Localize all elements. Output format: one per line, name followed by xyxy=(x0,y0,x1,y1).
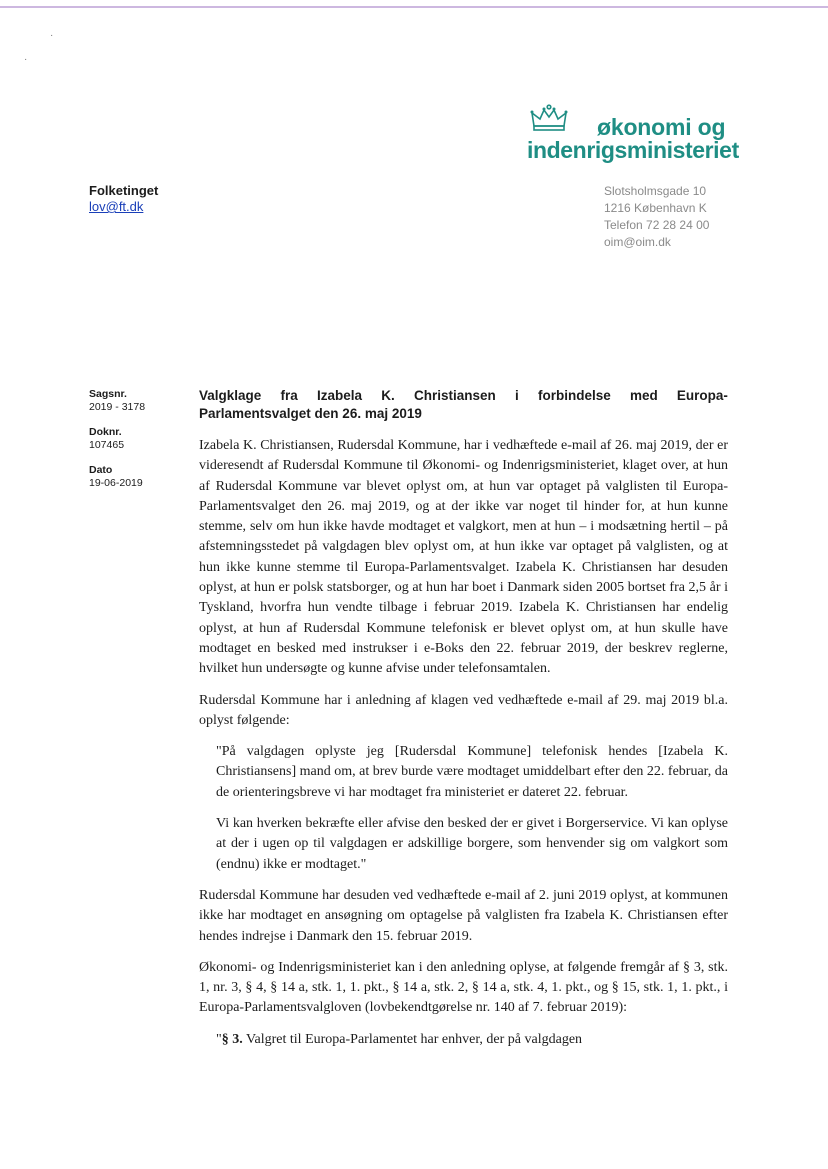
doknr-value: 107465 xyxy=(89,439,125,451)
dato-value: 19-06-2019 xyxy=(89,477,143,489)
body-paragraph-1: Izabela K. Christiansen, Rudersdal Kommune, har i vedhæftede e-mail af 26. maj 2019, der er videresendt af Rudersdal Kommune til Økonomi- og Indenrigsministeriet, klaget over, at hun af Rudersdal Kommune var blevet oplyst om, at hun var optaget på valglisten til Europa-Parlamentsvalget den 26. maj 2019, og at der ikke var noget til hinder for, at hun kunne stemme, selv om hun ikke havde modtaget et valgkort, men at hun – i modsætning hertil – på afstemningsstedet på valgdagen blev oplyst om, at hun ikke var optaget på valglisten, og at hun ikke kunne stemme til Europa-Parlamentsvalget. Izabela K. Christiansen har desuden oplyst, at hun er polsk statsborger, og at hun har boet i Danmark siden 2005 bortset fra 2,5 år i Tyskland, hvorfra hun vendte tilbage i februar 2019. Izabela K. Christiansen har endelig oplyst, at hun af Rudersdal Kommune telefonisk er blevet oplyst om, at hun skulle have modtaget en besked med instrukser i e-Boks den 22. februar 2019, der beskrev reglerne, hvilket hun undersøgte og kunne afvise under telefonsamtalen. xyxy=(199,438,728,677)
subject-word: i xyxy=(514,388,519,403)
crown-icon xyxy=(529,104,569,134)
law-open-quote: " xyxy=(216,1031,222,1047)
quote-paragraph-2: Vi kan hverken bekræfte eller afvise den besked der er givet i Borgerservice. Vi kan oplyse at der i ugen op til valgdagen er adskillige borgere, som henvender sig om valgkort som (endnu) ikke er modtaget." xyxy=(216,816,728,872)
recipient-name: Folketinget xyxy=(89,183,159,198)
subject-word: med xyxy=(629,388,658,403)
subject-word: forbindelse xyxy=(537,388,611,403)
case-metadata xyxy=(89,388,145,502)
quote-paragraph-1: "På valgdagen oplyste jeg [Rudersdal Kommune] telefonisk hendes [Izabela K. Christiansens] mand om, at brev burde være modtaget umiddelbart efter den 22. februar, da de orienteringsbreve vi har modtaget fra ministeriet er dateret 22. februar. xyxy=(216,744,728,800)
dato-label: Dato xyxy=(89,464,113,476)
law-text: Valgret til Europa-Parlamentet har enhver, der på valgdagen xyxy=(242,1031,583,1047)
body-paragraph-2: Rudersdal Kommune har i anledning af klagen ved vedhæftede e-mail af 29. maj 2019 bl.a. oplyst følgende: xyxy=(199,692,728,728)
sender-city: 1216 København K xyxy=(604,201,707,215)
subject-word: Christiansen xyxy=(413,388,496,403)
body-paragraph-4: Økonomi- og Indenrigsministeriet kan i den anledning oplyse, at følgende fremgår af § 3, stk. 1, nr. 3, § 4, § 14 a, stk. 1, 1. pkt., § 14 a, stk. 2, § 14 a, stk. 4, 1. pkt., og § 15, stk. 1, 1. pkt., i Europa-Parlamentsvalgloven (lovbekendtgørelse nr. 140 af 7. februar 2019): xyxy=(199,959,728,1016)
sender-street: Slotsholmsgade 10 xyxy=(604,184,707,198)
subject-word: K. xyxy=(381,388,395,403)
letter-body xyxy=(199,436,728,1061)
doknr-label: Doknr. xyxy=(89,426,122,438)
subject-word: Izabela xyxy=(317,388,363,403)
sender-email: oim@oim.dk xyxy=(604,235,671,249)
subject-word: Europa- xyxy=(676,388,728,403)
subject-line-1 xyxy=(199,387,728,405)
letter-subject xyxy=(199,387,728,423)
recipient-email-link[interactable]: lov@ft.dk xyxy=(89,199,144,214)
logo-text-line2: indenrigsministeriet xyxy=(527,137,739,163)
subject-word: Valgklage xyxy=(199,388,262,403)
recipient-block xyxy=(89,183,158,215)
logo-text-line1: økonomi og xyxy=(597,114,726,140)
page-top-edge xyxy=(0,6,828,8)
law-quote-start xyxy=(216,1030,728,1050)
sender-address-block xyxy=(604,183,709,251)
body-paragraph-3: Rudersdal Kommune har desuden ved vedhæftede e-mail af 2. juni 2019 oplyst, at kommunen ikke har modtaget en ansøgning om optagelse på valglisten fra Izabela K. Christiansen efter hendes indrejse i Danmark den 15. februar 2019. xyxy=(199,887,728,944)
scan-speck: · xyxy=(24,54,28,65)
sagsnr-label: Sagsnr. xyxy=(89,388,127,400)
subject-line-2: Parlamentsvalget den 26. maj 2019 xyxy=(199,406,422,421)
scan-speck: · xyxy=(50,30,54,41)
law-section-ref: § 3. xyxy=(221,1031,243,1047)
sagsnr-value: 2019 - 3178 xyxy=(89,401,146,413)
subject-word: fra xyxy=(280,388,298,403)
sender-phone: Telefon 72 28 24 00 xyxy=(604,218,710,232)
ministry-logo xyxy=(527,103,739,165)
